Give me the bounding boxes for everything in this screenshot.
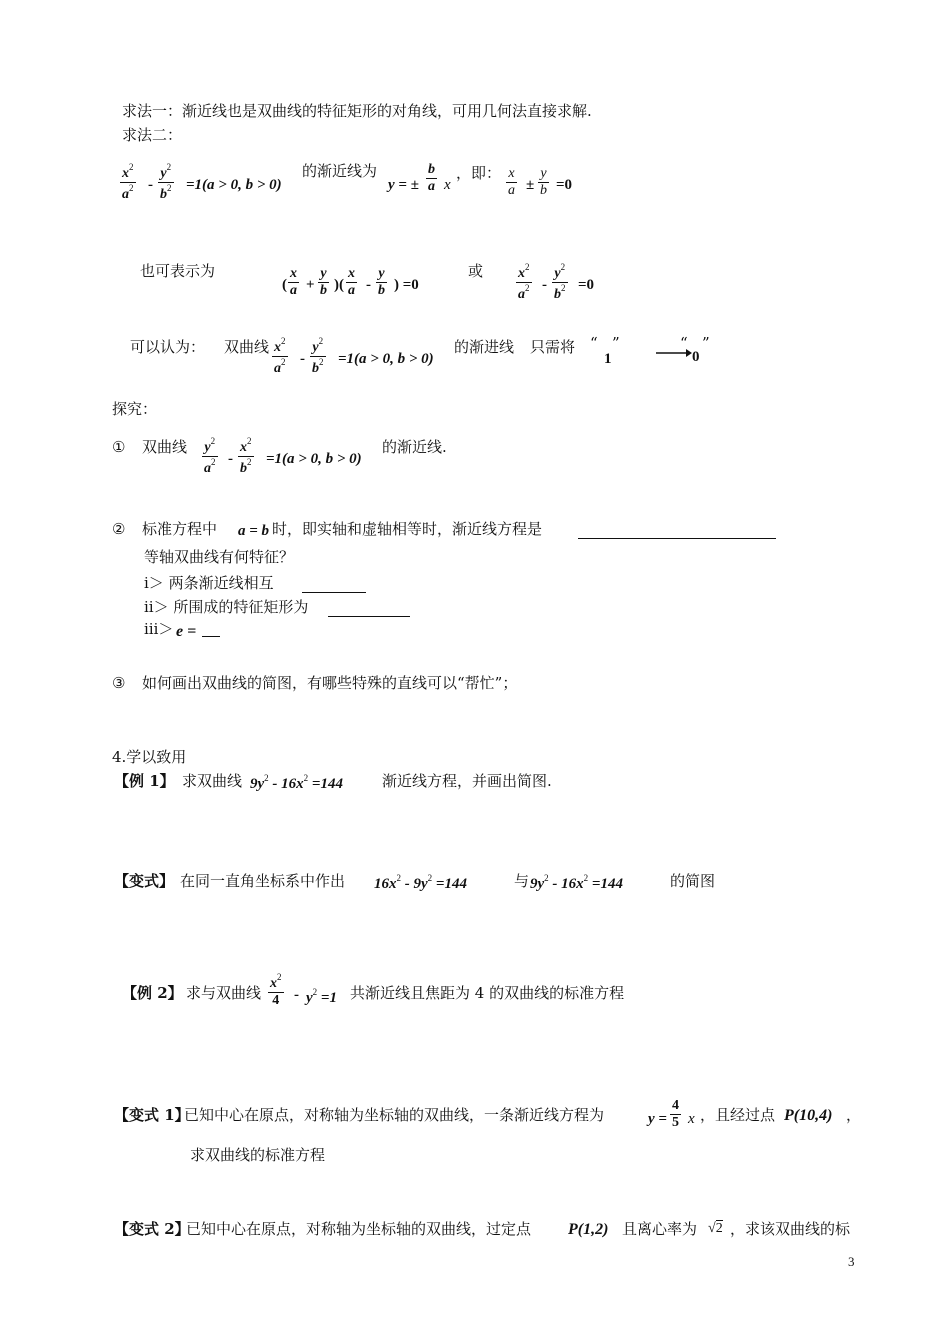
q2-ii: ⅱ＞ 所围成的特征矩形为 [144,598,309,616]
think-text: 可以认为： [130,338,206,356]
v1-y-eq: y = [648,1111,667,1127]
eq-condition-3: =1(a > 0, b > 0) [266,451,362,467]
ex1-label: 【例 1】 [114,772,175,790]
minus-sign-5: - [228,451,233,467]
minus-sign: - [148,177,153,193]
sqrt-2: √2 [708,1221,723,1236]
frac-y2-b2: $\frac{y^2}{b^2}$ [160,162,172,202]
point-p-1-2: P(1,2) [568,1221,609,1238]
v1-d: 求双曲线的标准方程 [190,1146,326,1164]
frac-y2-a2: $\frac{y^2}{a^2}$ [204,436,216,476]
v2-a: 已知中心在原点，对称轴为坐标轴的双曲线，过定点 [186,1220,532,1238]
pm-sign: ± [526,177,535,193]
quote-open-2: “ ” [680,334,710,352]
paren-mid: )( [334,277,344,293]
q2-sub: 等轴双曲线有何特征？ [144,548,295,566]
frac-x-a-2: $\frac{x}{a}$ [290,266,297,298]
answer-blank-2[interactable] [302,578,366,593]
variant-eq1: $16x^2 - 9y^2 =144$ [374,873,467,892]
asym2-text: 的渐进线 [454,338,515,356]
ex2-label: 【例 2】 [122,984,183,1002]
or-text: 或 [468,262,484,280]
eq-zero: =0 [556,177,573,193]
frac-b-a: $\frac{b}{a}$ [428,162,435,194]
v1-a: 已知中心在原点，对称轴为坐标轴的双曲线，一条渐近线方程为 [184,1106,605,1124]
frac-x2-b2: $\frac{x^2}{b^2}$ [240,436,252,476]
answer-blank-3[interactable] [328,602,410,617]
frac-y-b-3: $\frac{y}{b}$ [378,266,385,298]
variant-pre: 在同一直角坐标系中作出 [180,872,346,890]
variant-label: 【变式】 [114,872,175,890]
frac-y2-b2-3: $\frac{y^2}{b^2}$ [312,336,324,376]
a-eq-b: a = b [238,523,270,539]
answer-blank-1[interactable] [578,524,776,539]
v1-c: ， [846,1106,862,1124]
ex1-equation: $9y^2 - 16x^2 =144$ [250,773,343,792]
frac-x2-4: $\frac{x^2}{4}$ [270,972,282,1008]
eq-condition-2: =1(a > 0, b > 0) [338,351,434,367]
q1-number: ① [112,438,126,456]
minus-sign-3: - [542,277,547,293]
explore-heading: 探究： [112,400,158,418]
ex2-equation: $y^2 =1$ [306,987,337,1006]
minus-sign-2: - [366,277,371,293]
minus-sign-4: - [300,351,305,367]
q2-iii: ⅲ＞ [144,620,174,638]
minus-sign-6: - [294,987,299,1003]
v1-label: 【变式 1】 [114,1106,190,1124]
plus-sign: + [306,277,315,293]
method2-text: 求法二： [122,126,183,144]
q3-text: 如何画出双曲线的简图，有哪些特殊的直线可以“帮忙”； [142,674,518,692]
hyperbola-text: 双曲线 [224,338,270,356]
frac-x2-a2-2: $\frac{x^2}{a^2}$ [518,262,530,302]
point-p-10-4: P(10,4) [784,1107,833,1124]
section4-heading: 4.学以致用 [112,748,187,766]
v2-label: 【变式 2】 [114,1220,190,1238]
eq-condition: =1(a > 0, b > 0) [186,177,282,193]
q2-i: ⅰ＞ 两条渐近线相互 [144,574,274,592]
quote-open-1: “ ” [590,334,620,352]
eq-zero-3: =0 [578,277,595,293]
q3-number: ③ [112,674,126,692]
frac-4-5: $\frac{4}{5}$ [672,1098,679,1130]
namely-text: ，即： [456,164,502,182]
eq-zero-2: ) =0 [394,277,419,293]
variant-mid: 与 [514,872,530,890]
frac-y-b-2: $\frac{y}{b}$ [320,266,327,298]
ex1-pre: 求双曲线 [182,772,243,790]
v2-c: ，求该双曲线的标 [730,1220,851,1238]
also-text: 也可表示为 [140,262,216,280]
v1-x: x [688,1111,695,1127]
ex2-pre: 求与双曲线 [186,984,262,1002]
value-one: 1 [604,351,612,367]
frac-x2-a2: $\frac{x^2}{a^2}$ [122,162,134,202]
value-zero: 0 [692,349,700,365]
q2-number: ② [112,520,126,538]
q1-pre: 双曲线 [142,438,188,456]
e-eq: e = [176,623,197,640]
variant-post: 的简图 [670,872,716,890]
y-pm: y = ± [388,177,419,193]
asym-text: 的渐近线为 [302,162,378,180]
variant-eq2: $9y^2 - 16x^2 =144$ [530,873,623,892]
frac-y2-b2-2: $\frac{y^2}{b^2}$ [554,262,566,302]
frac-y-b: $\frac{y}{b}$ [540,166,547,198]
v1-b: ，且经过点 [700,1106,776,1124]
frac-x-a-3: $\frac{x}{a}$ [348,266,355,298]
frac-x-a: $\frac{x}{a}$ [508,166,515,198]
answer-blank-4[interactable] [202,622,220,637]
ex1-post: 渐近线方程，并画出简图. [382,772,552,790]
page-number: 3 [848,1254,855,1269]
q2-b: 时，即实轴和虚轴相等时，渐近线方程是 [272,520,543,538]
replace-text: 只需将 [530,338,576,356]
q2-a: 标准方程中 [142,520,218,538]
method1-text: 求法一：渐近线也是双曲线的特征矩形的对角线，可用几何法直接求解. [122,102,592,120]
ex2-post: 共渐近线且焦距为 4 的双曲线的标准方程 [350,984,625,1002]
v2-b: 且离心率为 [622,1220,698,1238]
q1-post: 的渐近线. [382,438,447,456]
paren-open: ( [282,277,287,293]
x-var: x [444,177,451,193]
frac-x2-a2-3: $\frac{x^2}{a^2}$ [274,336,286,376]
